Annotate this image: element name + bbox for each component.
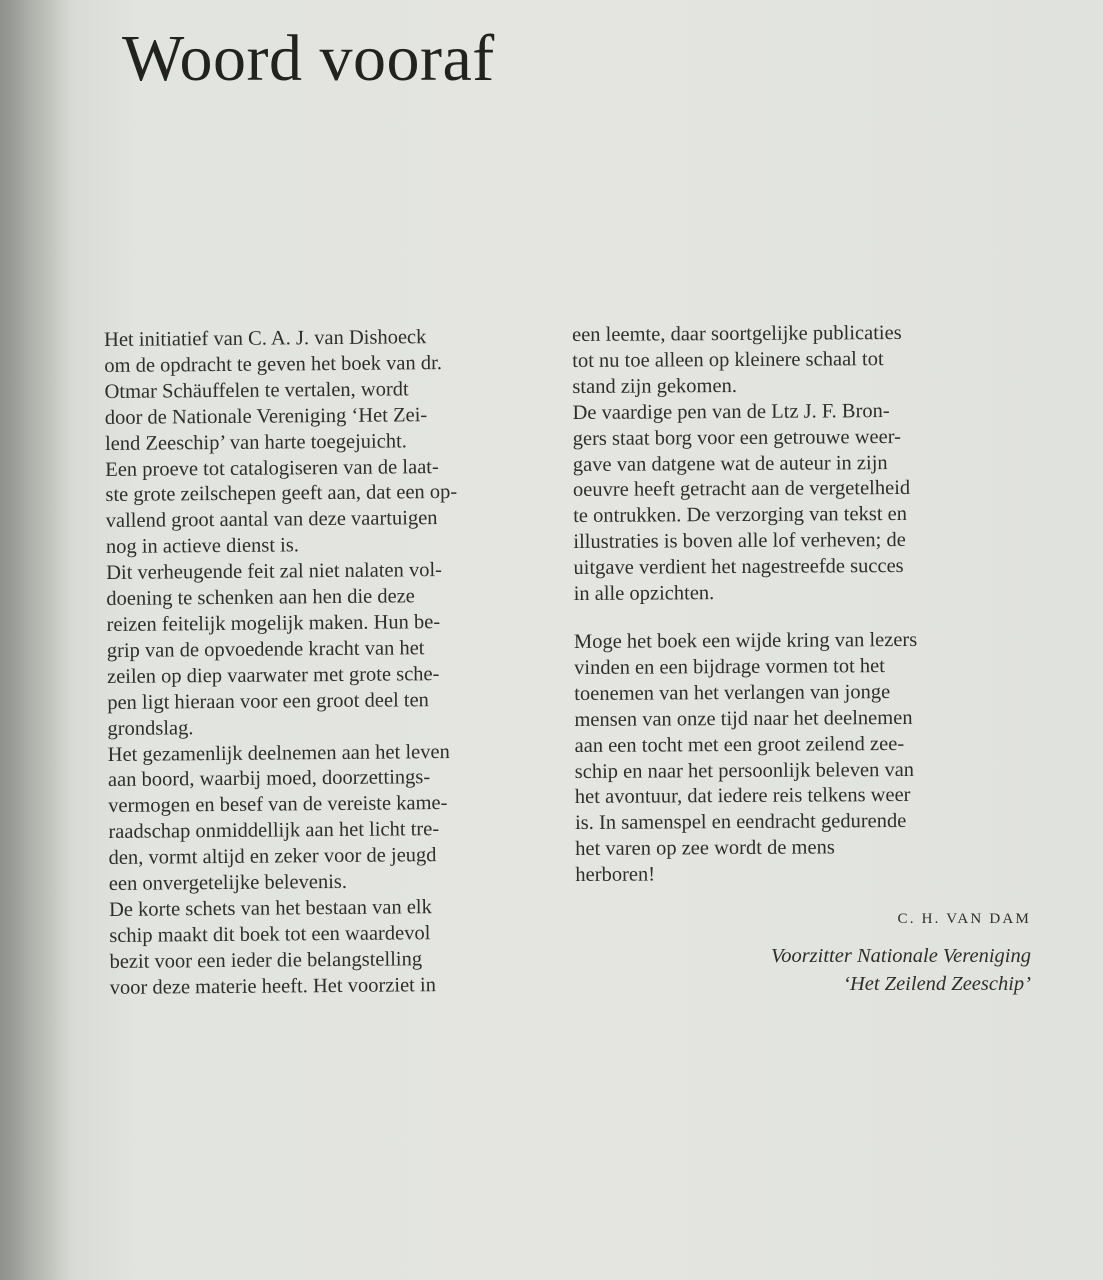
text-line: Moge het boek een wijde kring van lezers [573, 628, 918, 653]
text-line: aan boord, waarbij moed, doorzettings- [107, 766, 431, 792]
paragraph [105, 454, 551, 562]
text-line: Het initiatief van C. A. J. van Dishoeck [104, 326, 427, 351]
page-title: Woord vooraf [122, 22, 495, 95]
text-line: het varen op zee wordt de mens [575, 836, 835, 861]
text-column-right [572, 320, 1015, 889]
text-line: den, vormt altijd en zeker voor de jeugd [108, 844, 437, 870]
paragraph [108, 739, 554, 898]
text-line: een leemte, daar soortgelijke publicaties [572, 321, 902, 346]
text-line: een onvergetelijke belevenis. [108, 870, 348, 896]
text-line: om de opdracht te geven het boek van dr. [104, 351, 442, 377]
text-line: mensen van onze tijd naar het deelnemen [574, 706, 913, 731]
paragraph [574, 627, 1016, 889]
text-line: Otmar Schäuffelen te vertalen, wordt [104, 378, 409, 403]
text-line: schip maakt dit boek tot een waardevol [109, 922, 431, 947]
text-line: voor deze materie heeft. Het voorziet in [109, 973, 436, 999]
text-line: De vaardige pen van de Ltz J. F. Bron- [572, 399, 890, 424]
paragraph [572, 320, 1012, 400]
text-line: Dit verheugende feit zal niet nalaten vol- [106, 559, 443, 585]
text-line: in alle opzichten. [573, 582, 715, 606]
text-line: De korte schets van het bestaan van elk [108, 896, 432, 921]
text-line: ste grote zeilschepen geeft aan, dat een op- [105, 481, 458, 507]
text-line: raadschap onmiddellijk aan het licht tre- [108, 818, 440, 844]
text-line: nog in actieve dienst is. [105, 534, 300, 559]
paragraph [572, 398, 1013, 608]
text-line: toenemen van het verlangen van jonge [574, 680, 891, 705]
text-line: grondslag. [107, 716, 194, 740]
text-line: gers staat borg voor een getrouwe weer- [572, 425, 902, 450]
paragraph-gap [574, 605, 1014, 630]
text-line: het avontuur, dat iedere reis telkens weer [574, 784, 911, 809]
text-line: zeilen op diep vaarwater met grote sche- [106, 662, 440, 688]
text-line: uitgave verdient het nagestreefde succes [573, 555, 904, 580]
text-column-left [104, 324, 555, 1001]
text-line: bezit voor een ieder die belangstelling [109, 947, 423, 973]
text-line: doening te schenken aan hen die deze [106, 585, 415, 611]
book-gutter-shadow [0, 0, 70, 1280]
signature-block [771, 911, 1031, 998]
text-line: te ontrukken. De verzorging van tekst en [573, 503, 908, 528]
text-line: oeuvre heeft getracht aan de vergetelheid [572, 477, 911, 502]
paragraph [109, 894, 555, 1002]
text-line: reizen feitelijk mogelijk maken. Hun be- [106, 611, 441, 636]
text-line: schip en naar het persoonlijk beleven van [574, 758, 915, 783]
paragraph [104, 324, 550, 457]
text-line: gave van datgene wat de auteur in zijn [572, 451, 888, 476]
text-line: door de Nationale Vereniging ‘Het Zei- [104, 403, 428, 429]
text-line: herboren! [575, 863, 656, 887]
text-line: vinden en een bijdrage vormen tot het [574, 654, 885, 679]
text-line: lend Zeeschip’ van harte toegejuicht. [104, 429, 407, 455]
text-line: vallend groot aantal van deze vaartuigen [105, 507, 438, 533]
text-line: stand zijn gekomen. [572, 374, 737, 398]
text-line: aan een tocht met een groot zeilend zee- [574, 732, 905, 757]
signature-role-line: ‘Het Zeilend Zeeschip’ [843, 973, 1031, 995]
text-line: vermogen en besef van de vereiste kame- [108, 792, 448, 818]
signature-name: C. H. VAN DAM [897, 911, 1031, 927]
signature-role-line: Voorzitter Nationale Vereniging [770, 945, 1031, 967]
text-line: tot nu toe alleen op kleinere schaal tot [572, 348, 884, 372]
text-line: Het gezamenlijk deelnemen aan het leven [107, 740, 450, 766]
text-line: pen ligt hieraan voor een groot deel ten [107, 688, 429, 714]
text-line: illustraties is boven alle lof verheven; de [573, 529, 906, 554]
text-line: Een proeve tot catalogiseren van de laat- [105, 455, 439, 481]
text-line: is. In samenspel en eendracht gedurende [574, 810, 907, 835]
paragraph [106, 557, 553, 742]
text-line: grip van de opvoedende kracht van het [106, 637, 425, 662]
